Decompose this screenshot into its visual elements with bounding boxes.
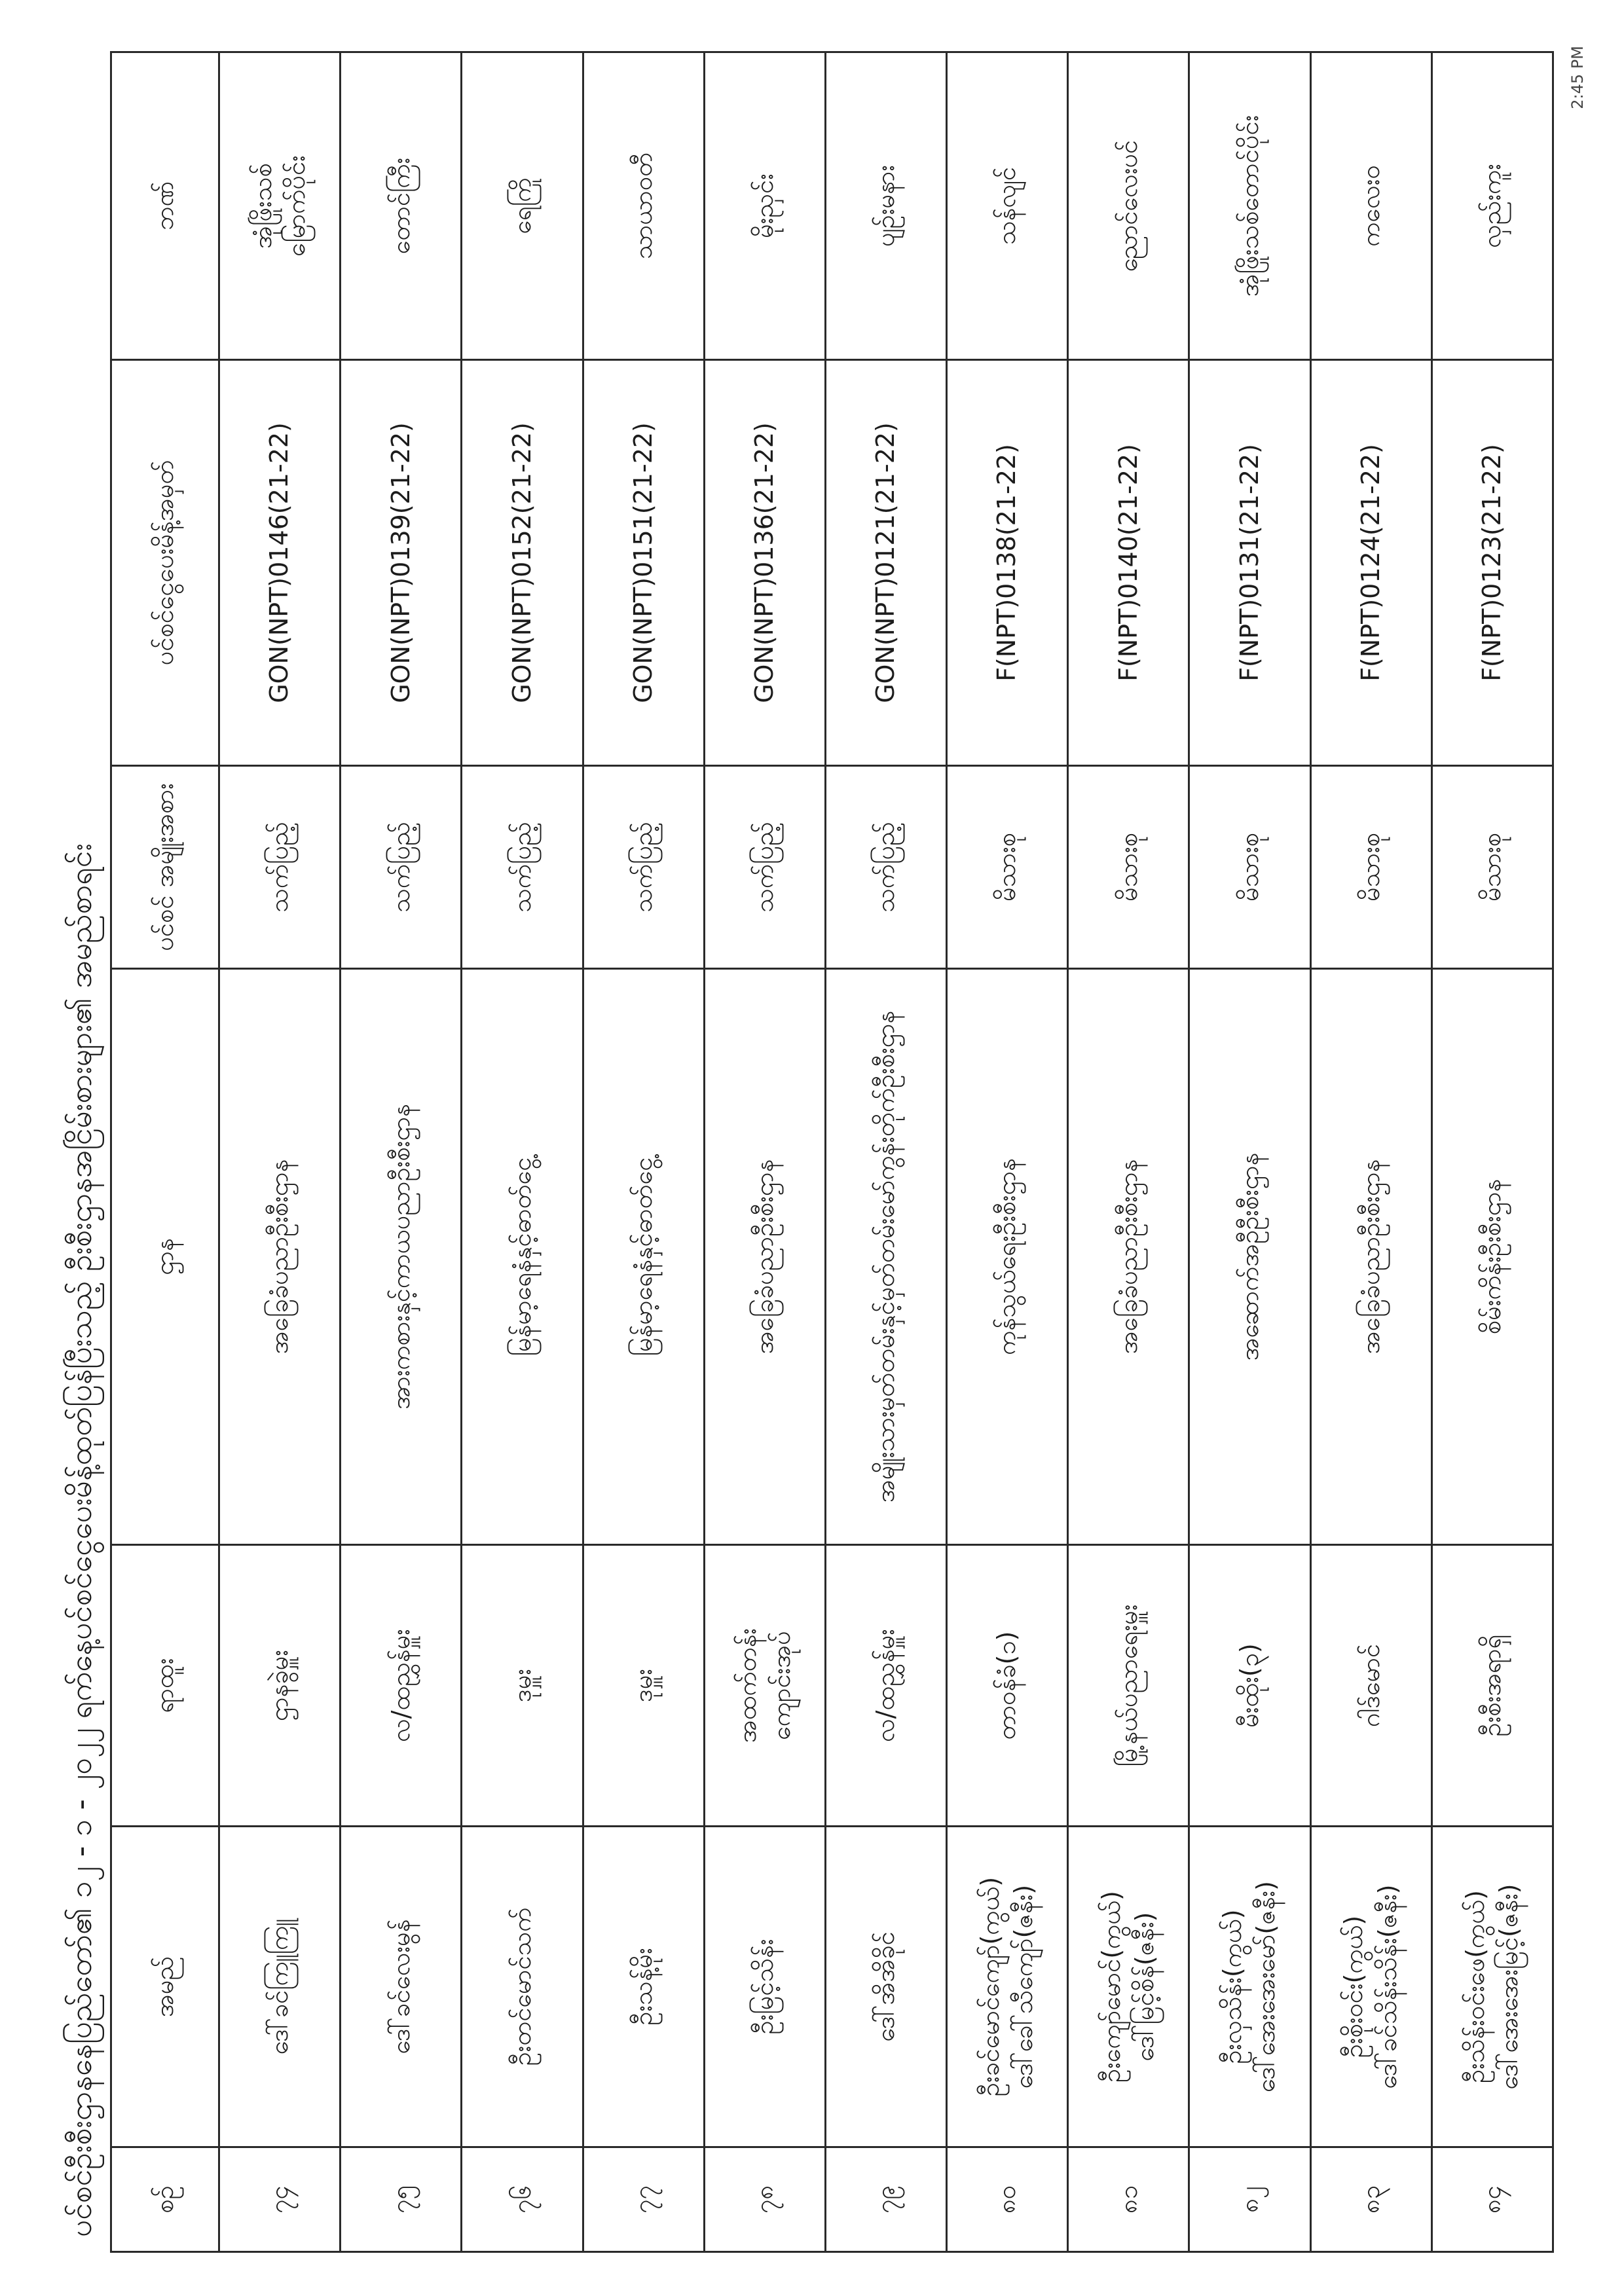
cell-pension-no: GON(NPT)0152(21-22)	[462, 360, 583, 766]
cell-position: တာဝန်ခံ(၁)	[947, 1545, 1068, 1827]
cell-name: ဒေါ်ခင်ကြူကြူ	[219, 1827, 341, 2147]
cell-name: ဦးကျော်မောင်(ကွယ်) ဒေါ်မြင့်စိန်(ဇနီး)	[1068, 1827, 1189, 2147]
cell-bank: အုံဖြိုးသစ် မြောက်ပိုင်း	[219, 52, 341, 360]
cell-pension-no: GON(NPT)0151(21-22)	[583, 360, 704, 766]
cell-bank: တောင်ကြီး	[341, 52, 462, 360]
table-row	[1189, 52, 1310, 2252]
document-title: ပင်စင်ဦးစီးဌာနနေပြည်တော်၏ ၁၂ - ၁ - ၂၀၂၂ ရက်နေ့ပင်စင်ငွေပေးမိန့်ထုတ်ပြန်ပြီးသည့် ဦးစီးဌာနအငြိမ်းစားများ၏ အမည်စာရင်း	[63, 843, 98, 2237]
cell-department: အခြေခံပညာဦးစီးဌာန	[704, 969, 825, 1545]
cell-position: အထက်တန်း ကျောင်းအုပ်	[704, 1545, 825, 1827]
cell-position: လ/ထညွှန်မှူး	[341, 1545, 462, 1827]
cell-bank: သာယာဝတီ	[583, 52, 704, 360]
cell-department: ကုန်သွယ်ရေးဦးစီးဌာန	[947, 969, 1068, 1545]
cell-name: ဦးမြင့်သိန်း	[704, 1827, 825, 2147]
cell-pension-no: GON(NPT)0136(21-22)	[704, 360, 825, 766]
cell-name: ဦးတင်မောင်သက်	[462, 1827, 583, 2147]
table-row	[341, 52, 462, 2252]
header-no: စဉ်	[111, 2147, 219, 2252]
cell-position: မြို့နယ်ပညာရေးမှူး	[1068, 1545, 1189, 1827]
cell-pension-type: သက်ပြည့်	[704, 766, 825, 969]
cell-pension-type: သက်ပြည့်	[462, 766, 583, 969]
table-row	[583, 52, 704, 2252]
cell-position: ဒုမှူး	[462, 1545, 583, 1827]
cell-pension-no: GON(NPT)0121(21-22)	[825, 360, 946, 766]
cell-department: မြန်မာ့ရေနံနှင့်ဓာတ်ငွေ့	[462, 969, 583, 1545]
cell-no: ၇၅	[341, 2147, 462, 2252]
cell-bank: သန်လျင်	[947, 52, 1068, 360]
cell-no: ၇၄	[219, 2147, 341, 2252]
header-name: အမည်	[111, 1827, 219, 2147]
table-row	[1068, 52, 1189, 2252]
cell-no: ၈၀	[947, 2147, 1068, 2252]
cell-position: ဒုမှူး	[583, 1545, 704, 1827]
cell-bank: ပျဉ်းမနား	[825, 52, 946, 360]
cell-no: ၇၇	[583, 2147, 704, 2252]
cell-no: ၇၆	[462, 2147, 583, 2252]
cell-name: ဦးစိုးဝင်း(ကွယ်) ဒေါ်ခင်သိန်းသိန်း(ဇနီး)	[1310, 1827, 1431, 2147]
cell-position: မီးထိုး(၃)	[1189, 1545, 1310, 1827]
cell-name: ဒေါ်အိအိခိုင်	[825, 1827, 946, 2147]
cell-position: လ/ထညွှန်မှူး	[825, 1545, 946, 1827]
table-body	[219, 52, 1553, 2252]
cell-department: စိမ်းကိန်းဦးစီးဌာန	[1431, 969, 1553, 1545]
cell-pension-no: GON(NPT)0139(21-22)	[341, 360, 462, 766]
cell-pension-type: သက်ပြည့်	[341, 766, 462, 969]
cell-bank: မိုးညှင်း	[704, 52, 825, 360]
cell-pension-type: မိသားစု	[1189, 766, 1310, 969]
cell-pension-type: မိသားစု	[1310, 766, 1431, 969]
cell-no: ၇၉	[825, 2147, 946, 2252]
cell-no: ၈၄	[1431, 2147, 1553, 2252]
cell-bank: လှည်းကူး	[1431, 52, 1553, 360]
header-department: ဌာန	[111, 969, 219, 1545]
header-pension-no: ပင်စင်ငွေပေးမိန့်အမှတ်	[111, 360, 219, 766]
timestamp: 2:45 PM	[1568, 46, 1587, 109]
cell-pension-type: မိသားစု	[947, 766, 1068, 969]
cell-department: မြန်မာ့ရေနံနှင့်ဓာတ်ငွေ့	[583, 969, 704, 1545]
table-row	[1310, 52, 1431, 2252]
cell-bank: ညောင်လေးပင်	[1068, 52, 1189, 360]
cell-pension-no: F(NPT)0123(21-22)	[1431, 360, 1553, 766]
cell-position: ဂါဒ်မောင်	[1310, 1545, 1431, 1827]
header-bank: ဘဏ်	[111, 52, 219, 360]
cell-no: ၇၈	[704, 2147, 825, 2252]
cell-department: အခြေခံပညာဦးစီးဌာန	[219, 969, 341, 1545]
cell-name: ဦးလှသိန်း(ကွယ်) ဒေါ်အေးအေးမော်(ဇနီး)	[1189, 1827, 1310, 2147]
table-row	[825, 52, 946, 2252]
cell-name: ဦးခင်မောင်ကျော်(ကွယ်) ဒေါ်ခေါ်သီကျော်(ဇနီး)	[947, 1827, 1068, 2147]
cell-no: ၈၁	[1068, 2147, 1189, 2252]
cell-bank: အုံဖြိုးသစ်တောင်ပိုင်း	[1189, 52, 1310, 360]
cell-department: အမျိုးသားမှတ်တမ်းနှင့်မှတ်တမ်းမော်ကွန်းတိုက်ဦးစီးဌာန	[825, 969, 946, 1545]
cell-name: ဦးသန့်မိုး	[583, 1827, 704, 2147]
cell-name: ဒေါ်ခင်လေးမွန်	[341, 1827, 462, 2147]
cell-pension-no: F(NPT)0131(21-22)	[1189, 360, 1310, 766]
cell-department: အခြေခံပညာဦးစီးဌာန	[1068, 969, 1189, 1545]
cell-pension-no: GON(NPT)0146(21-22)	[219, 360, 341, 766]
cell-pension-no: F(NPT)0140(21-22)	[1068, 360, 1189, 766]
pensioner-table	[110, 51, 1554, 2253]
cell-bank: ကလေးဝ	[1310, 52, 1431, 360]
cell-position: ဦးစီးအရာရှိ	[1431, 1545, 1553, 1827]
table-row	[947, 52, 1068, 2252]
cell-pension-type: သက်ပြည့်	[583, 766, 704, 969]
cell-department: အဆောက်အဦဦးစီးဌာန	[1189, 969, 1310, 1545]
cell-no: ၈၂	[1189, 2147, 1310, 2252]
header-row	[111, 52, 219, 2252]
table-row	[219, 52, 341, 2252]
cell-pension-type: သက်ပြည့်	[825, 766, 946, 969]
header-position: ရာထူး	[111, 1545, 219, 1827]
cell-position: ဌာနခွဲမှူး	[219, 1545, 341, 1827]
cell-department: အခြေခံပညာဦးစီးဌာန	[1310, 969, 1431, 1545]
cell-bank: ရေကြို	[462, 52, 583, 360]
table-row	[462, 52, 583, 2252]
cell-pension-no: F(NPT)0124(21-22)	[1310, 360, 1431, 766]
cell-pension-type: သက်ပြည့်	[219, 766, 341, 969]
cell-pension-type: မိသားစု	[1068, 766, 1189, 969]
cell-pension-no: F(NPT)0138(21-22)	[947, 360, 1068, 766]
cell-no: ၈၃	[1310, 2147, 1431, 2252]
table-row	[1431, 52, 1553, 2252]
header-pension-type: ပင်စင် အမျိုးအစား	[111, 766, 219, 969]
cell-department: အားကစားနှင့်ကာယပညာဦးစီးဌာန	[341, 969, 462, 1545]
table-row	[704, 52, 825, 2252]
cell-name: ဦးသိန်းဝင်းဖေ(ကွယ်) ဒေါ်အေးအေးမြင့်(ဇနီး)	[1431, 1827, 1553, 2147]
cell-pension-type: မိသားစု	[1431, 766, 1553, 969]
